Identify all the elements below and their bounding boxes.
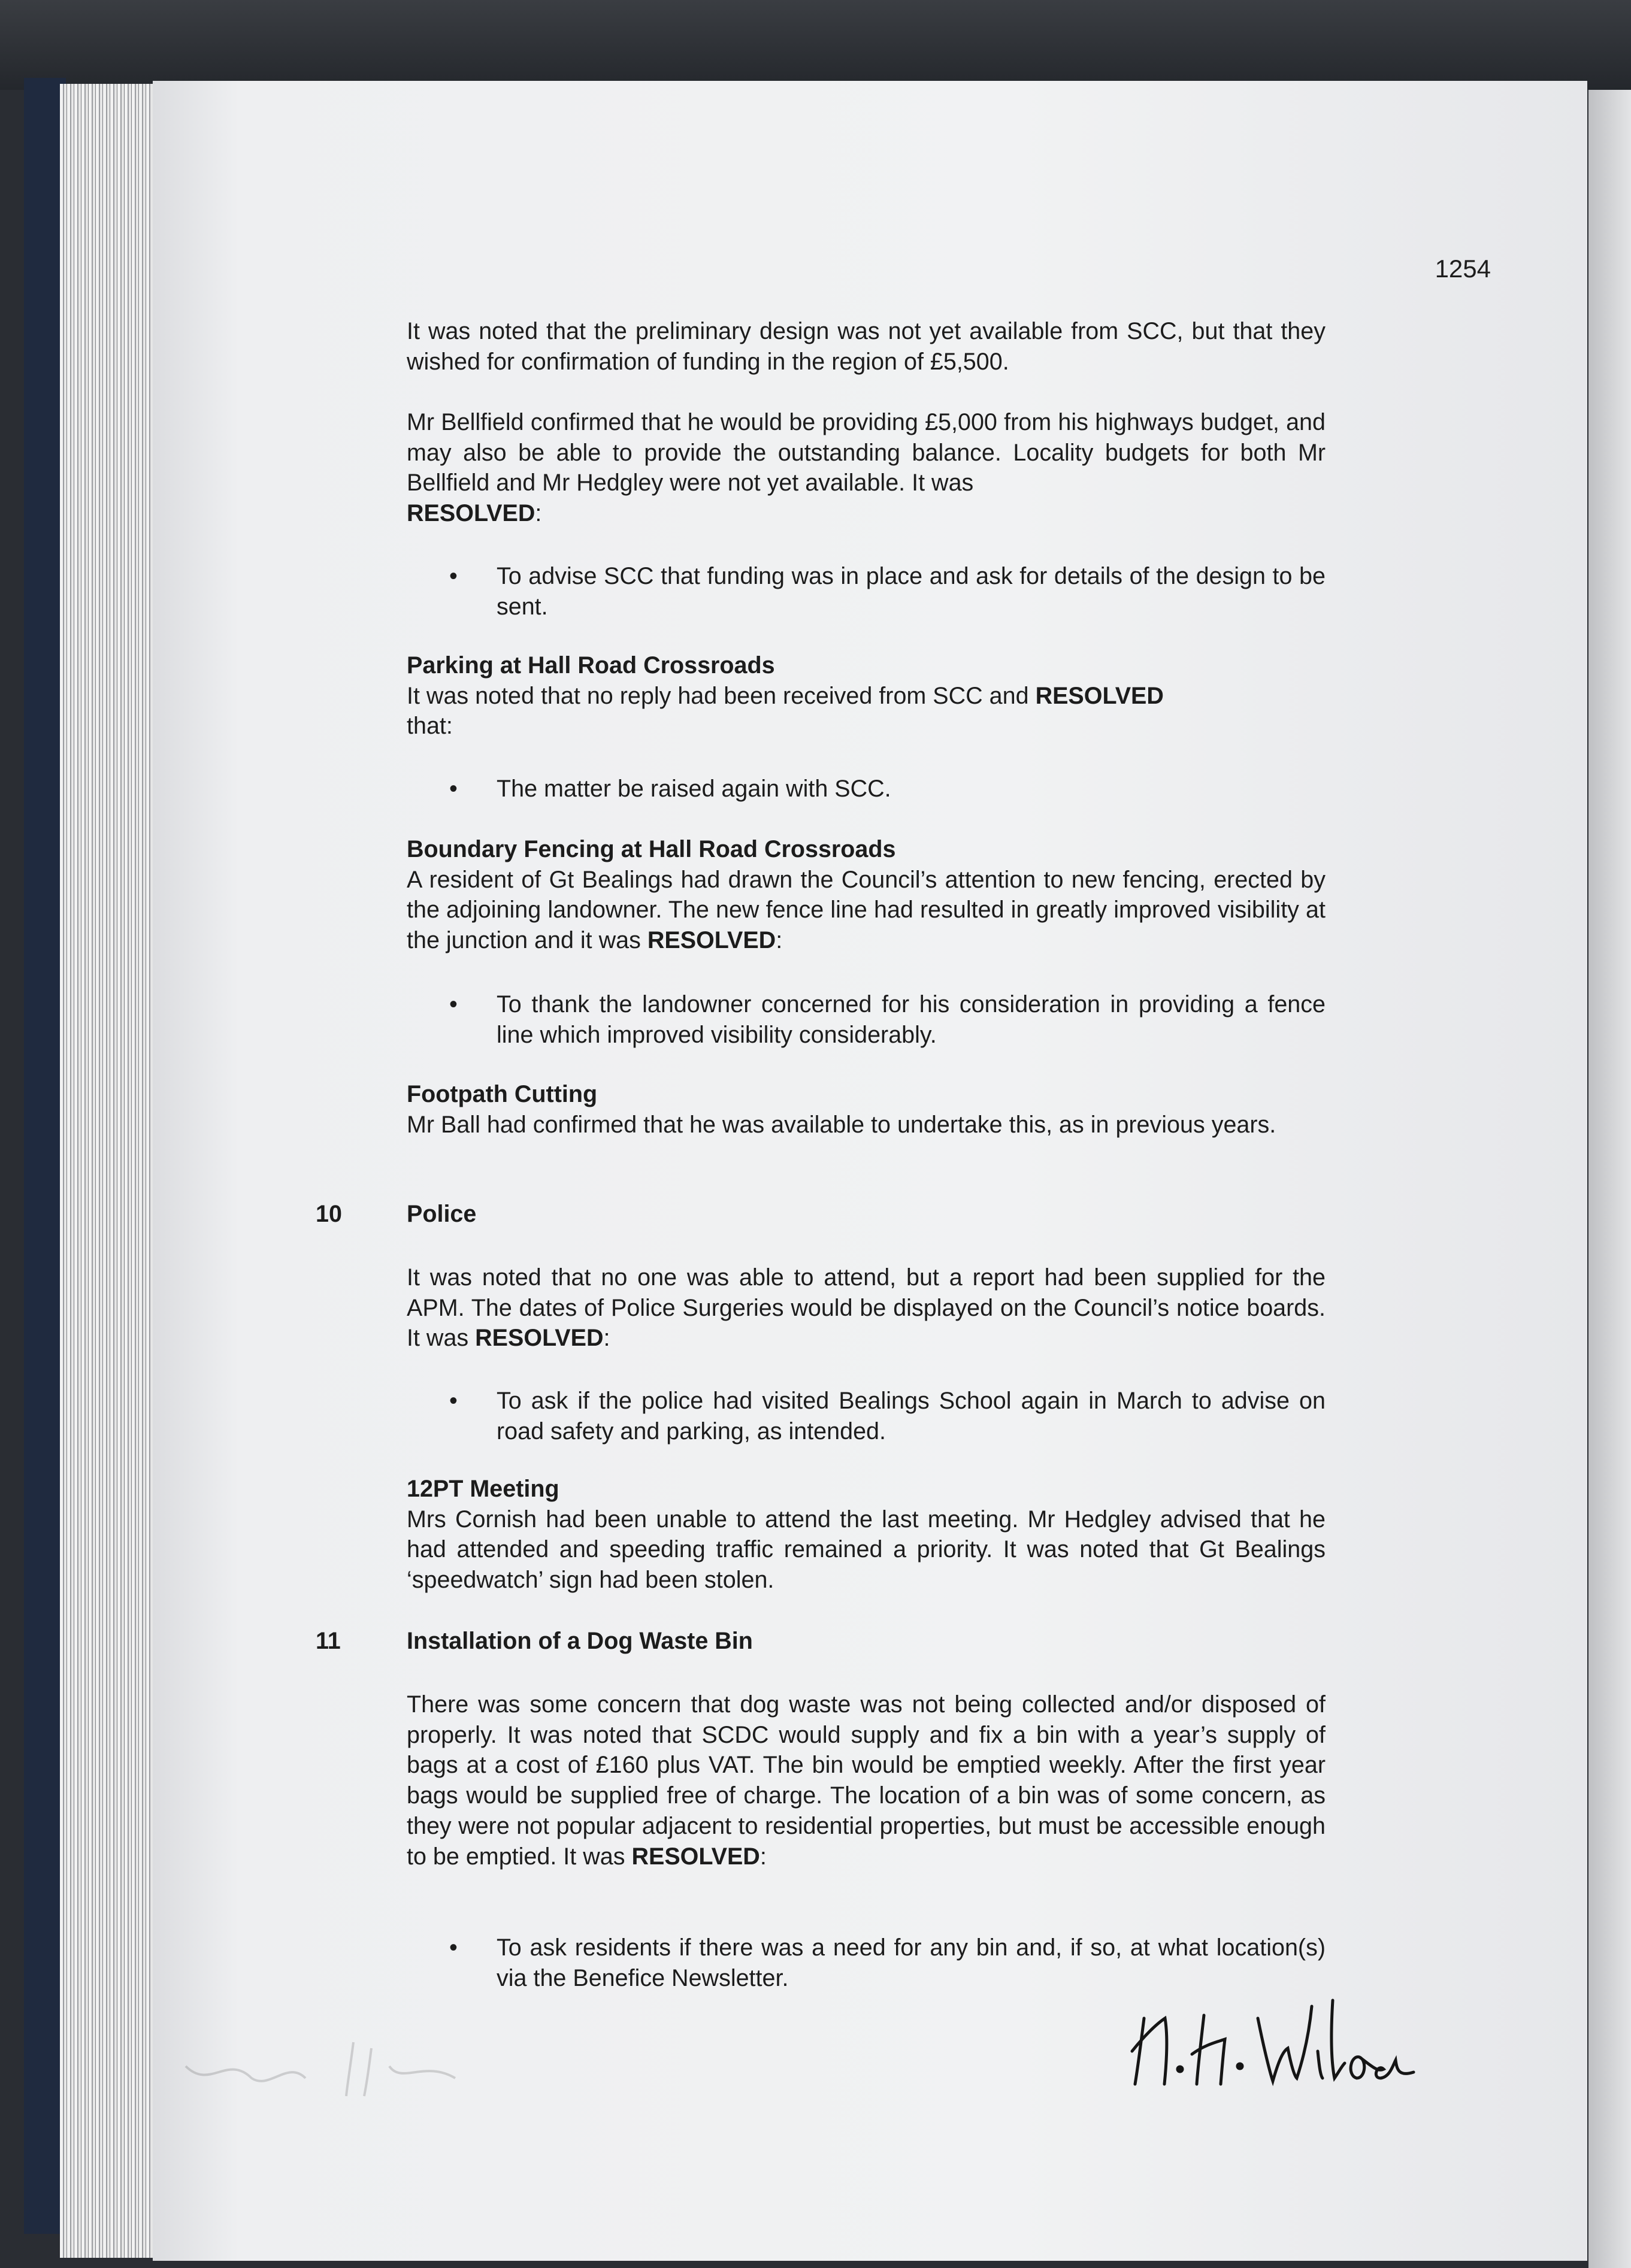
section-boundary: Boundary Fencing at Hall Road Crossroads A resident of Gt Bealings had drawn the Council’s attention to new fencing, erected by the adjoining landowner. The new fence line had resulted in greatly improved visibility at the junction and it was RESOLVED: xyxy=(407,834,1326,956)
page-number: 1254 xyxy=(1435,255,1491,283)
section-heading: 12PT Meeting xyxy=(407,1476,559,1502)
section-heading: Boundary Fencing at Hall Road Crossroads xyxy=(407,836,896,862)
bullet-item: • The matter be raised again with SCC. xyxy=(449,776,891,802)
page-edges xyxy=(60,84,156,2258)
paragraph-funding: Mr Bellfield confirmed that he would be providing £5,000 from his highways budget, and may also be able to provide the outstanding balance. Locality budgets for both Mr Bellfield and Mr Hedgley were not yet available. It was RESOLVED: xyxy=(407,409,1326,527)
scanner-background xyxy=(0,0,1631,90)
item-title: Police xyxy=(407,1201,477,1227)
bullet-item: • To advise SCC that funding was in place and ask for details of the design to be sent. xyxy=(449,563,1326,620)
item-number: 11 xyxy=(316,1628,341,1654)
section-parking: Parking at Hall Road Crossroads It was noted that no reply had been received from SCC and RESOLVED that: xyxy=(407,650,1326,741)
paragraph-police: It was noted that no one was able to attend, but a report had been supplied for the APM. The dates of Police Surgeries would be displayed on the Council’s notice boards. It was RESOLVED: xyxy=(407,1264,1326,1352)
item-number: 10 xyxy=(316,1201,342,1227)
item-title: Installation of a Dog Waste Bin xyxy=(407,1628,753,1654)
paragraph-dog-bin: There was some concern that dog waste was not being collected and/or disposed of properly. It was noted that SCDC would supply and fix a bin with a year’s supply of bags at a cost of £160 plus VAT. The bin would be emptied weekly. After the first year bags would be supplied free of charge. The location of a bin was of some concern, as they were not popular adjacent to residential properties, but must be accessible enough to be emptied. It was RESOLVED: xyxy=(407,1691,1326,1870)
section-heading: Parking at Hall Road Crossroads xyxy=(407,652,775,679)
bleed-through-signature xyxy=(174,2030,473,2102)
paragraph-design: It was noted that the preliminary design was not yet available from SCC, but that they wished for confirmation of funding in the region of £5,500. xyxy=(407,318,1326,375)
bullet-item: • To ask if the police had visited Bealings School again in March to advise on road safety and parking, as intended. xyxy=(449,1388,1326,1445)
signature xyxy=(1120,1994,1420,2096)
section-footpath: Footpath Cutting Mr Ball had confirmed that he was available to undertake this, as in previous years. xyxy=(407,1079,1326,1140)
adjacent-page xyxy=(1588,90,1631,2268)
bullet-item: • To ask residents if there was a need for any bin and, if so, at what location(s) via the Benefice Newsletter. xyxy=(449,1934,1326,1991)
bullet-item: • To thank the landowner concerned for his consideration in providing a fence line which improved visibility considerably. xyxy=(449,991,1326,1048)
section-12pt-meeting: 12PT Meeting Mrs Cornish had been unable to attend the last meeting. Mr Hedgley advised that he had attended and speeding traffic remained a priority. It was noted that Gt Bealings ‘speedwatch’ sign had been stolen. xyxy=(407,1474,1326,1595)
section-heading: Footpath Cutting xyxy=(407,1081,598,1107)
